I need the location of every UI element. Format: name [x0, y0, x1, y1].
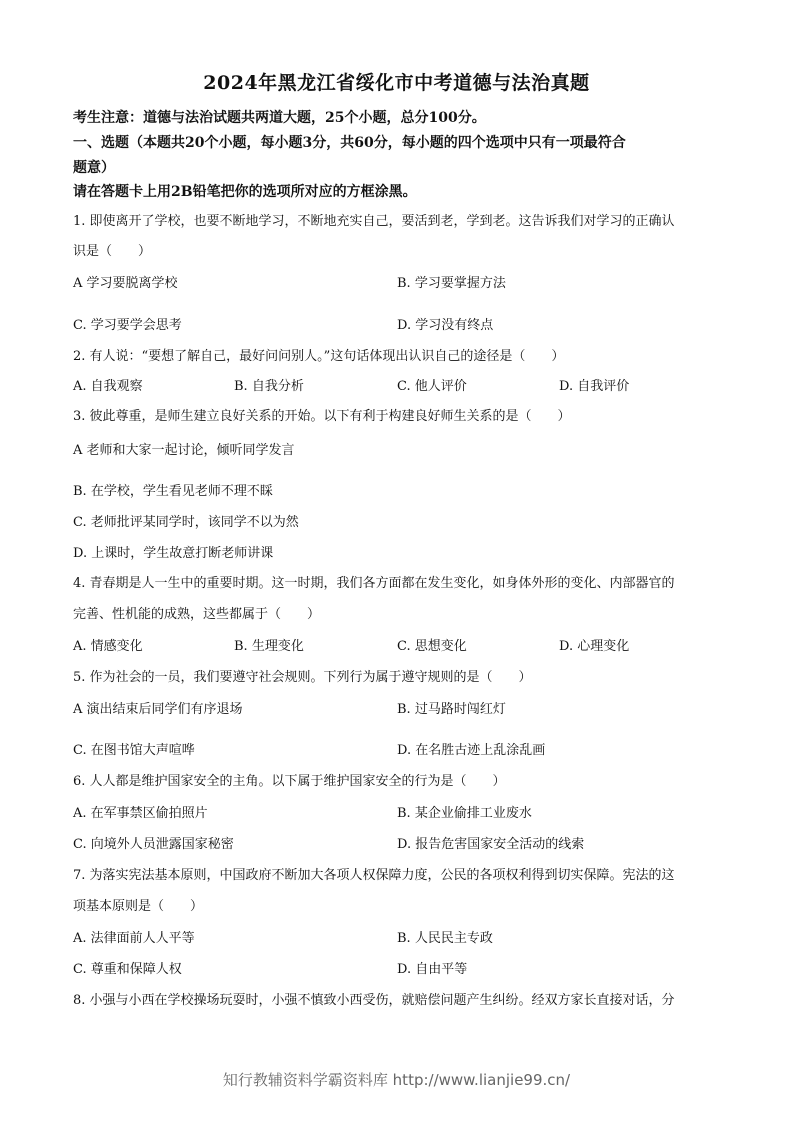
question-5-option-c: C. 在图书馆大声喧哗 [73, 743, 195, 758]
question-7-option-b: B. 人民民主专政 [397, 931, 493, 946]
question-3-option-a: A 老师和大家一起讨论，倾听同学发言 [73, 443, 295, 458]
exam-notice: 考生注意：道德与法治试题共两道大题，25个小题，总分100分。 [73, 110, 486, 126]
question-6-option-b: B. 某企业偷排工业废水 [397, 806, 532, 821]
answer-instruction: 请在答题卡上用2B铅笔把你的选项所对应的方框涂黑。 [73, 184, 417, 200]
question-3-option-b: B. 在学校，学生看见老师不理不睬 [73, 484, 273, 499]
question-7-option-c: C. 尊重和保障人权 [73, 962, 182, 977]
question-1-stem-cont: 识是（ ） [73, 244, 152, 259]
question-3-stem: 3. 彼此尊重，是师生建立良好关系的开始。以下有利于构建良好师生关系的是（ ） [73, 409, 571, 424]
question-7-stem: 7. 为落实宪法基本原则，中国政府不断加大各项人权保障力度，公民的各项权利得到切实保障。宪法的这 [73, 868, 675, 883]
question-7-option-a: A. 法律面前人人平等 [73, 931, 195, 946]
question-5-stem: 5. 作为社会的一员，我们要遵守社会规则。下列行为属于遵守规则的是（ ） [73, 670, 532, 685]
question-3-option-c: C. 老师批评某同学时，该同学不以为然 [73, 515, 299, 530]
question-2-stem: 2. 有人说：“要想了解自己，最好问问别人。”这句话体现出认识自己的途径是（ ） [73, 349, 565, 364]
question-7-option-d: D. 自由平等 [397, 962, 468, 977]
page-title: 2024年黑龙江省绥化市中考道德与法治真题 [203, 72, 590, 94]
question-6-stem: 6. 人人都是维护国家安全的主角。以下属于维护国家安全的行为是（ ） [73, 774, 506, 789]
question-8-stem: 8. 小强与小西在学校操场玩耍时，小强不慎致小西受伤，就赔偿问题产生纠纷。经双方家长直接对话，分 [73, 993, 675, 1008]
question-1-stem: 1. 即使离开了学校，也要不断地学习，不断地充实自己，要活到老，学到老。这告诉我们对学习的正确认 [73, 214, 675, 229]
question-1-option-d: D. 学习没有终点 [397, 318, 494, 333]
question-2-option-c: C. 他人评价 [397, 379, 467, 394]
question-1-option-b: B. 学习要掌握方法 [397, 276, 506, 291]
section-heading-line2: 题意） [73, 160, 115, 176]
question-6-option-a: A. 在军事禁区偷拍照片 [73, 806, 208, 821]
question-2-option-d: D. 自我评价 [559, 379, 630, 394]
question-4-option-d: D. 心理变化 [559, 639, 630, 654]
question-6-option-d: D. 报告危害国家安全活动的线索 [397, 837, 585, 852]
question-4-option-a: A. 情感变化 [73, 639, 143, 654]
question-4-option-c: C. 思想变化 [397, 639, 467, 654]
question-1-option-c: C. 学习要学会思考 [73, 318, 182, 333]
question-5-option-b: B. 过马路时闯红灯 [397, 702, 506, 717]
question-4-stem: 4. 青春期是人一生中的重要时期。这一时期，我们各方面都在发生变化，如身体外形的变化、内部器官的 [73, 576, 675, 591]
section-heading-line1: 一、选题（本题共20个小题，每小题3分，共60分，每小题的四个选项中只有一项最符合 [73, 135, 626, 151]
question-2-option-b: B. 自我分析 [234, 379, 304, 394]
footer-watermark: 知行教辅资料学霸资料库 http://www.lianjie99.cn/ [222, 1071, 571, 1089]
question-5-option-d: D. 在名胜古迹上乱涂乱画 [397, 743, 546, 758]
question-4-option-b: B. 生理变化 [234, 639, 304, 654]
question-6-option-c: C. 向境外人员泄露国家秘密 [73, 837, 234, 852]
question-7-stem-cont: 项基本原则是（ ） [73, 899, 204, 914]
question-3-option-d: D. 上课时，学生故意打断老师讲课 [73, 546, 274, 561]
question-1-option-a: A 学习要脱离学校 [73, 276, 178, 291]
question-5-option-a: A 演出结束后同学们有序退场 [73, 702, 243, 717]
question-4-stem-cont: 完善、性机能的成熟，这些都属于（ ） [73, 607, 321, 622]
question-2-option-a: A. 自我观察 [73, 379, 143, 394]
